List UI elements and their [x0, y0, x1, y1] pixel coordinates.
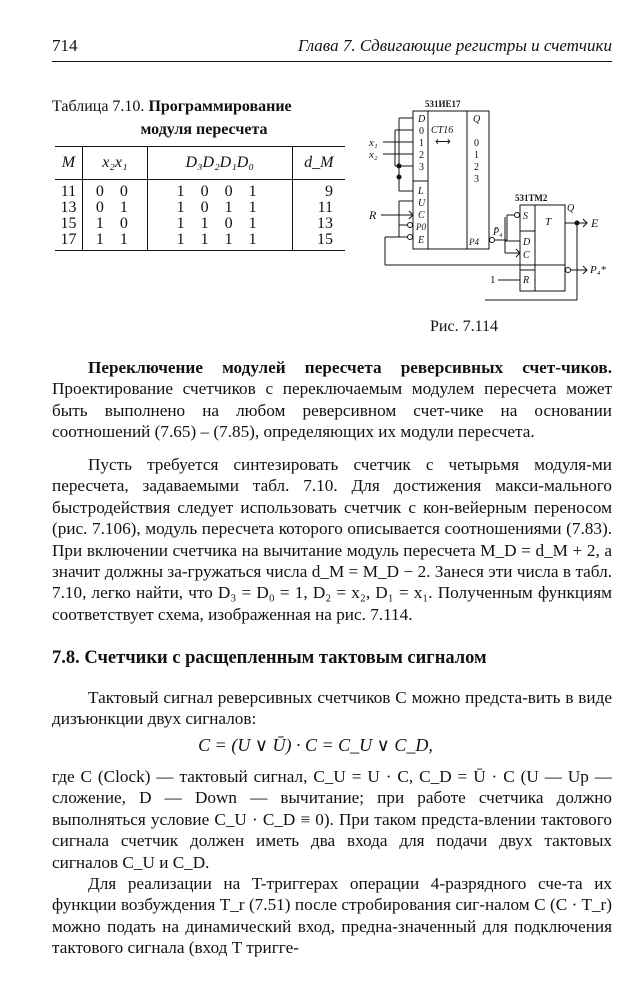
paragraph-synthesis: [52, 454, 612, 625]
figure-caption: Рис. 7.114: [430, 318, 498, 335]
table-row: [55, 200, 345, 216]
one-label: 1: [490, 274, 496, 286]
table-cell: 0 0: [82, 180, 147, 201]
page-number: 714: [52, 36, 78, 55]
out-1: 1: [474, 150, 479, 161]
pin-d: D: [418, 114, 426, 125]
table-col-d: D₃D₂D₁D₀: [147, 147, 292, 180]
t-pin-c: C: [523, 250, 530, 261]
pin-p0: P0: [416, 222, 426, 232]
chip1-title: 531ИЕ17: [425, 99, 461, 109]
table-row: [55, 216, 345, 232]
pin-2: 2: [419, 150, 424, 161]
table-cell: 1 1 0 1: [147, 216, 292, 232]
table-caption: [52, 95, 352, 141]
table-cell: 11: [292, 200, 345, 216]
ct-label: CT16: [431, 125, 454, 136]
table-cell: 15: [60, 215, 77, 232]
table-cell: 1 1 1 1: [147, 232, 292, 251]
table-cell: 17: [55, 232, 82, 251]
programming-table: [55, 146, 345, 251]
pin-l: L: [418, 186, 424, 197]
paragraph-text: Проектирование счетчиков с переключаемым модулем пересчета может быть выполнено на любом реверсивном счет-чике на основании соотношений (7.65) – (7.85), определяющих их модули пересчета.: [52, 379, 612, 442]
table-header-row: [55, 147, 345, 180]
table-cell: 15: [292, 232, 345, 251]
table-row: [55, 232, 345, 251]
pin-3: 3: [419, 162, 424, 173]
p4-bar-label: P̄₄: [493, 227, 503, 238]
chip2-title: 531ТМ2: [515, 193, 548, 203]
out-0: 0: [474, 138, 479, 149]
table-cell: 1 0 1 1: [147, 200, 292, 216]
r-input-label: R: [369, 208, 377, 222]
t-label: T: [545, 216, 552, 228]
pin-e: E: [418, 235, 425, 246]
out-2: 2: [474, 162, 479, 173]
table-cell: 11: [60, 183, 77, 200]
table-row: [55, 180, 345, 201]
clock-formula: C = (U ∨ Ū) · C = C_U ∨ C_D,: [198, 735, 433, 755]
table-col-m: M: [55, 147, 82, 180]
pin-0: 0: [419, 126, 424, 137]
paragraph-clock-definition: [52, 766, 612, 873]
table-cell: 13: [60, 199, 77, 216]
x1-label: x₁: [369, 137, 378, 149]
running-title: Глава 7. Сдвигающие регистры и счетчики: [297, 36, 612, 55]
p4-star-label: P₄*: [590, 264, 607, 276]
paragraph-lead-bold: Переключение модулей пересчета реверсивных счет-чиков.: [88, 358, 612, 377]
table-caption-prefix: Таблица 7.10.: [52, 98, 145, 115]
t-pin-s: S: [523, 211, 528, 222]
paragraph-text: где C (Clock) — тактовый сигнал, C_U = U · C, C_D = Ū · C (U — Up — сложение, D — Down — вычитание; при работе счетчика должно выполняться условие C_U · C_D ≡ 0). При таком предста-влении тактового сигнала счетчик должен иметь два входа для подачи двух тактовых сигналов C_U и C_D.: [52, 767, 612, 872]
paragraph-text: Пусть требуется синтезировать счетчик с четырьмя модуля-ми пересчета, задаваемыми табл. 7.10. Для достижения макси-мального быстродействия следует использовать счетчик с кон-вейерным переносом (рис. 7.106), модуль пересчета которого описывается соотношениями (7.83). При включении счетчика на вычитание модуль пересчета M_D = d_M + 2, а значит должны за-гружаться числа d_M = M_D − 2. Занеся эти числа в табл. 7.10, легко найти, что D₃ = D₀ = 1, D₂ = x₂, D₁ = x₁. Полученным функциям соответствует схема, изображенная на рис. 7.114.: [52, 455, 612, 624]
pin-1: 1: [419, 138, 424, 149]
out-3: 3: [474, 174, 479, 185]
pin-u: U: [418, 198, 426, 209]
section-heading: 7.8. Счетчики с расщепленным тактовым сигналом: [52, 648, 487, 668]
x2-label: x₂: [369, 149, 378, 161]
paragraph-clock-intro: [52, 687, 612, 730]
table-caption-line2: модуля пересчета: [140, 121, 268, 138]
pin-c: C: [418, 210, 425, 221]
running-header: [52, 36, 612, 60]
t-pin-d: D: [523, 237, 531, 248]
paragraph-t-triggers: [52, 873, 612, 959]
paragraph-modulus-switching: [52, 357, 612, 443]
paragraph-text: Для реализации на T-триггерах операции 4-разрядного сче-та их функции возбуждения T_r (7.51) после стробирования сиг-налом C (C · T_r) можно подать на динамический вход, предна-значенный для подключения тактового сигнала (вход T тригге-: [52, 874, 612, 958]
table-cell: 9: [292, 180, 345, 201]
circuit-diagram: [355, 95, 610, 305]
table-col-x: x₂x₁: [82, 147, 147, 180]
table-cell: 0 1: [82, 200, 147, 216]
out-q: Q: [473, 114, 481, 125]
table-caption-bold: Программирование: [148, 98, 292, 115]
table-cell: 1 0 0 1: [147, 180, 292, 201]
e-output-label: E: [591, 216, 599, 230]
ct-arrow: ⟷: [435, 136, 451, 148]
header-rule: [52, 61, 612, 62]
table-col-dm: d_M: [292, 147, 345, 180]
q-label: Q: [567, 203, 575, 214]
table-cell: 1 0: [82, 216, 147, 232]
table-cell: 1 1: [82, 232, 147, 251]
paragraph-text: Тактовый сигнал реверсивных счетчиков C можно предста-вить в виде дизъюнкции двух сигналов:: [52, 688, 612, 729]
out-p4: P4: [469, 237, 479, 247]
table-cell: 13: [292, 216, 345, 232]
t-pin-r: R: [523, 275, 530, 286]
